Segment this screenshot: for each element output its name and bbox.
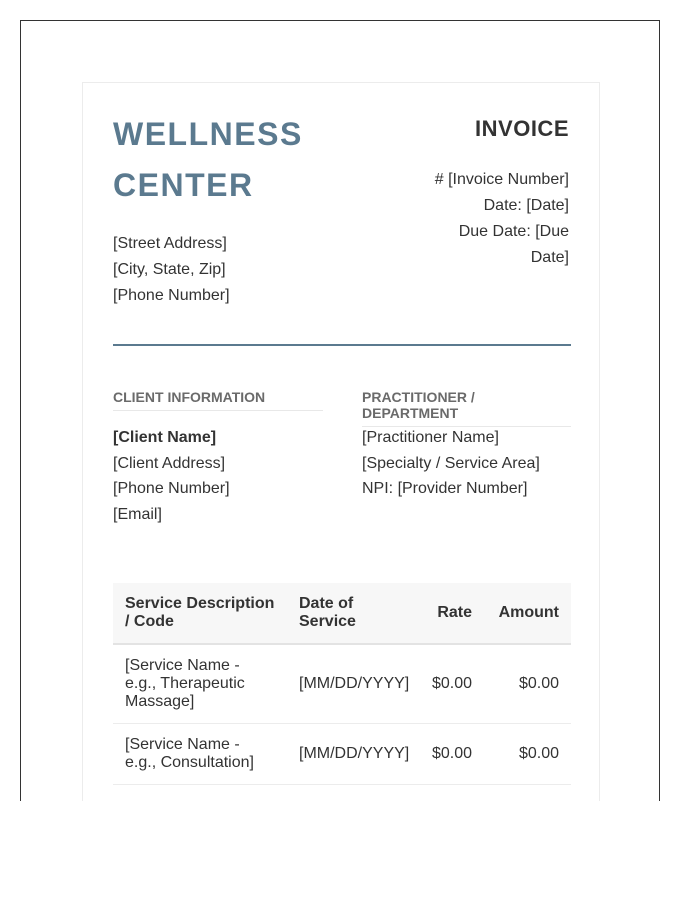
client-info [113,425,323,527]
invoice-date: Date: [Date] [483,197,569,214]
header-date: Date of Service [287,583,410,644]
header-rate: Rate [410,583,484,644]
practitioner-specialty: [Specialty / Service Area] [362,454,540,472]
table-row [113,644,571,724]
invoice-number: # [Invoice Number] [434,171,569,188]
table-row [113,724,571,785]
services-header-row [113,583,571,644]
company-street: [Street Address] [113,235,227,252]
client-phone: [Phone Number] [113,480,230,497]
invoice-due-date: Due Date: [Due Date] [458,223,569,266]
services-table [113,583,571,785]
header-amount: Amount [484,583,571,644]
company-name: WELLNESS CENTER [113,116,303,203]
client-section-title: CLIENT INFORMATION [113,389,323,411]
service-rate: $0.00 [410,644,484,724]
company-address [113,231,230,309]
practitioner-npi: NPI: [Provider Number] [362,480,528,497]
company-city-state-zip: [City, State, Zip] [113,261,226,278]
company-phone: [Phone Number] [113,287,230,304]
practitioner-section-title: PRACTITIONER / DEPARTMENT [362,389,571,427]
practitioner-name: [Practitioner Name] [362,429,499,446]
service-rate: $0.00 [410,724,484,785]
invoice-meta [419,167,569,271]
header-divider [113,344,571,346]
service-description: [Service Name - e.g., Therapeutic Massage] [113,644,287,724]
service-date: [MM/DD/YYYY] [287,644,410,724]
service-description: [Service Name - e.g., Consultation] [113,724,287,785]
service-date: [MM/DD/YYYY] [287,724,410,785]
practitioner-info [362,425,571,502]
invoice-title: INVOICE [475,116,569,141]
client-email: [Email] [113,505,162,523]
invoice-sheet [82,82,600,801]
client-name: [Client Name] [113,429,217,446]
service-amount: $0.00 [484,724,571,785]
header-description: Service Description / Code [113,583,287,644]
client-address: [Client Address] [113,454,226,472]
service-amount: $0.00 [484,644,571,724]
page-frame [20,20,660,801]
